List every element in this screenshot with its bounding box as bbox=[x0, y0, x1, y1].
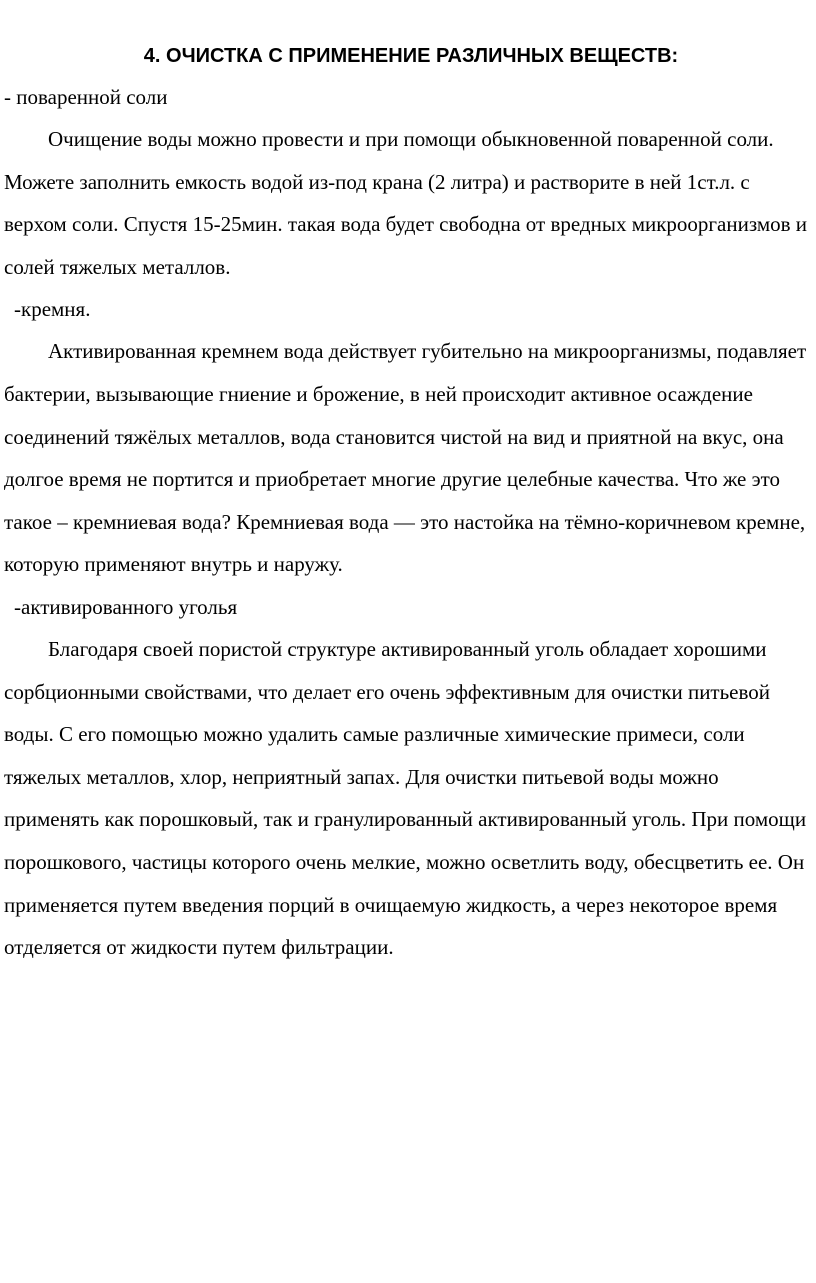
subsection-label-salt: - поваренной соли bbox=[4, 85, 168, 109]
section-heading: 4. ОЧИСТКА С ПРИМЕНЕНИЕ РАЗЛИЧНЫХ ВЕЩЕСТВ: bbox=[143, 45, 679, 67]
paragraph-flint: Активированная кремнем вода действует губительно на микроорганизмы, подавляет бактерии, вызывающие гниение и брожение, в ней происходит активное осаждение соединений тяжёлых металлов, вода становится чистой на вид и приятной на вкус, она долгое время не портится и приобретает многие другие целебные качества. Что же это такое – кремниевая вода? Кремниевая вода — это настойка на тёмно-коричневом кремне, которую применяют внутрь и наружу. bbox=[4, 339, 807, 577]
subsection-label-charcoal: -активированного уголья bbox=[14, 594, 238, 619]
paragraph-salt: Очищение воды можно провести и при помощи обыкновенной поваренной соли. Можете заполнить емкость водой из-под крана (2 литра) и растворите в ней 1ст.л. с верхом соли. Спустя 15-25мин. такая вода будет свободна от вредных микроорганизмов и солей тяжелых металлов. bbox=[4, 127, 808, 279]
subsection-label-flint: -кремня. bbox=[14, 297, 91, 322]
paragraph-charcoal: Благодаря своей пористой структуре активированный уголь обладает хорошими сорбционными свойствами, что делает его очень эффективным для очистки питьевой воды. С его помощью можно удалить самые различные химические примеси, соли тяжелых металлов, хлор, неприятный запах. Для очистки питьевой воды можно применять как порошковый, так и гранулированный активированный уголь. При помощи порошкового, частицы которого очень мелкие, можно осветлить воду, обесцветить ее. Он применяется путем введения порций в очищаемую жидкость, а через некоторое время отделяется от жидкости путем фильтрации. bbox=[4, 636, 807, 960]
